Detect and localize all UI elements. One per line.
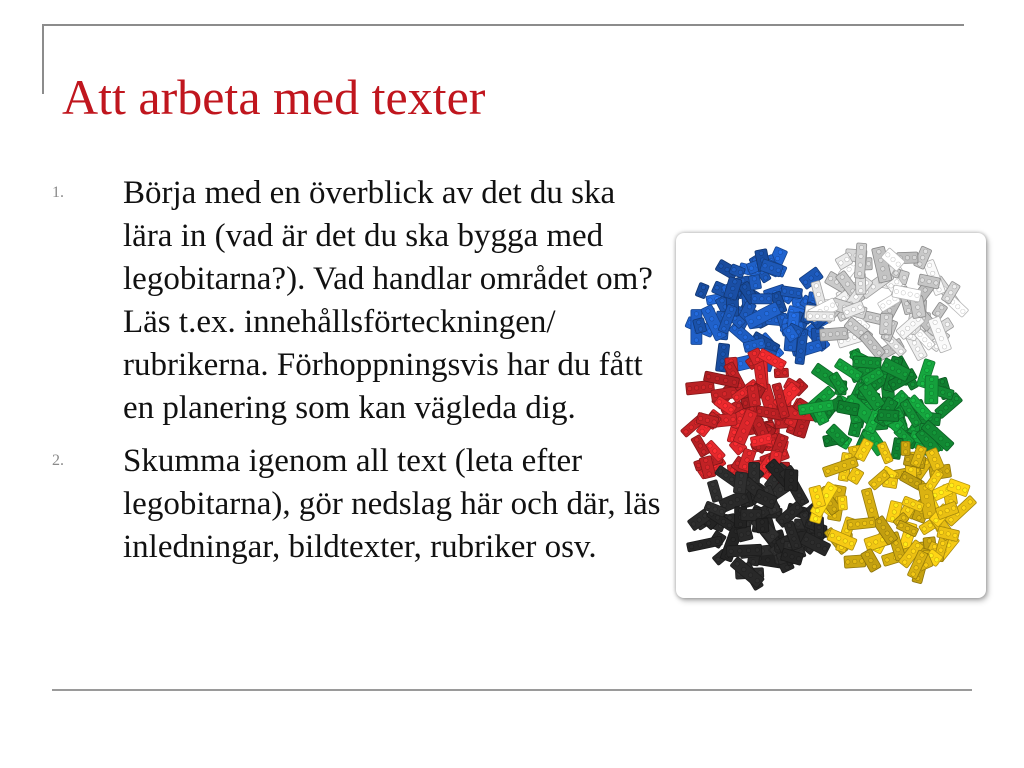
list-item-text: Skumma igenom all text (leta efter legobitarna), gör nedslag här och där, läs inledningar, bildtexter, rubriker osv. [123, 443, 661, 565]
frame-bottom-rule [52, 689, 972, 691]
list-item-text: Börja med en överblick av det du ska lära in (vad är det du ska bygga med legobitarna?). Vad handlar området om? Läs t.ex. innehållsförteckningen/ rubrikerna. Förhoppningsvis har du fått en planering som kan vägleda dig. [123, 175, 653, 426]
lego-brick [756, 518, 769, 533]
lego-brick [748, 274, 761, 290]
lego-brick [820, 327, 849, 341]
slide-title: Att arbeta med texter [62, 69, 486, 125]
lego-brick [879, 313, 892, 335]
lego-brick [726, 544, 762, 557]
numbered-list [52, 172, 664, 579]
lego-brick [687, 509, 711, 531]
lego-bricks-image [676, 233, 986, 598]
list-item-number: 1. [52, 184, 64, 201]
lego-brick [925, 376, 938, 404]
lego-brick [686, 536, 722, 552]
lego-brick [878, 409, 900, 421]
lego-brick [838, 496, 848, 511]
lego-brick [932, 302, 948, 319]
frame-left-rule [42, 24, 44, 94]
lego-brick [807, 312, 835, 321]
lego-brick [901, 441, 910, 455]
lego-brick [784, 469, 798, 490]
lego-brick [854, 243, 866, 279]
lego-brick [751, 294, 772, 304]
list-item-number: 2. [52, 452, 64, 469]
lego-brick [733, 472, 747, 494]
lego-brick [853, 356, 882, 369]
lego-brick [736, 526, 753, 542]
lego-brick [707, 480, 722, 503]
frame-top-rule [42, 24, 964, 26]
list-item [52, 172, 664, 430]
list-item [52, 440, 664, 569]
lego-bricks-illustration [676, 233, 986, 598]
